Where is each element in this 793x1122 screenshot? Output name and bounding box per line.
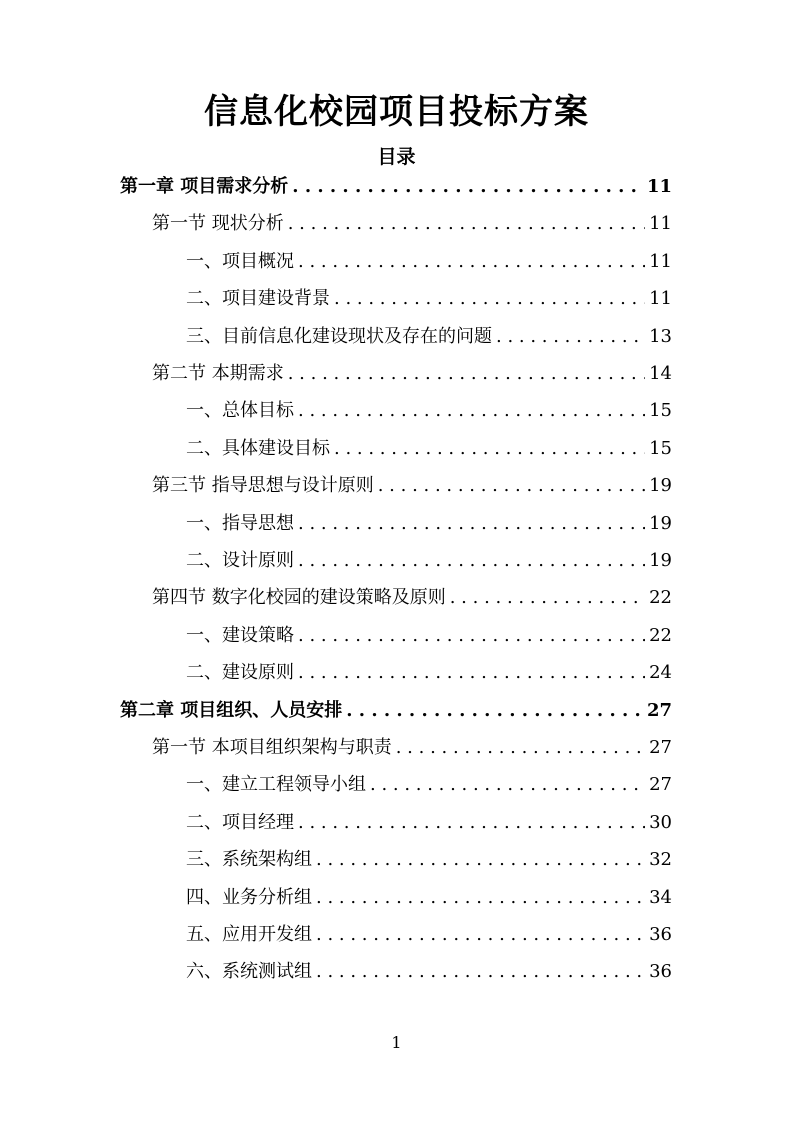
toc-dot-leader bbox=[298, 249, 645, 275]
toc-entry-label: 第二节 本期需求 bbox=[152, 363, 284, 384]
toc-entry-page-number: 27 bbox=[649, 774, 672, 796]
toc-dot-leader bbox=[298, 511, 645, 537]
toc-dot-leader bbox=[298, 623, 645, 649]
toc-entry-section[interactable] bbox=[152, 211, 672, 237]
toc-dot-leader bbox=[298, 398, 645, 424]
toc-entry-item[interactable] bbox=[186, 885, 672, 911]
toc-entry-label: 第三节 指导思想与设计原则 bbox=[152, 475, 374, 497]
toc-dot-leader bbox=[378, 473, 645, 499]
toc-dot-leader bbox=[334, 436, 645, 462]
document-title: 信息化校园项目投标方案 bbox=[204, 92, 589, 132]
toc-entry-item[interactable] bbox=[186, 959, 672, 985]
toc-dot-leader bbox=[370, 772, 645, 798]
toc-dot-leader bbox=[292, 174, 643, 200]
toc-entry-page-number: 19 bbox=[649, 512, 672, 534]
toc-dot-leader bbox=[316, 847, 645, 873]
toc-entry-item[interactable] bbox=[186, 660, 672, 686]
toc-entry-item[interactable] bbox=[186, 623, 672, 649]
toc-entry-item[interactable] bbox=[186, 286, 672, 312]
toc-dot-leader bbox=[450, 585, 645, 611]
toc-entry-label: 第一节 本项目组织架构与职责 bbox=[152, 737, 392, 758]
toc-entry-page-number: 13 bbox=[649, 325, 672, 347]
toc-entry-label: 二、具体建设目标 bbox=[186, 437, 330, 459]
toc-entry-label: 第二章 项目组织、人员安排 bbox=[120, 699, 343, 721]
toc-entry-label: 第四节 数字化校园的建设策略及原则 bbox=[152, 587, 446, 609]
toc-entry-page-number: 11 bbox=[649, 213, 672, 235]
toc-entry-page-number: 11 bbox=[646, 176, 672, 197]
page-number: 1 bbox=[391, 1033, 402, 1052]
toc-dot-leader bbox=[396, 735, 645, 761]
toc-entry-item[interactable] bbox=[186, 511, 672, 537]
toc-entry-item[interactable] bbox=[186, 548, 672, 574]
toc-entry-page-number: 32 bbox=[649, 849, 672, 871]
toc-entry-page-number: 22 bbox=[649, 587, 672, 609]
toc-entry-item[interactable] bbox=[186, 436, 672, 462]
toc-entry-page-number: 27 bbox=[646, 699, 672, 721]
toc-entry-page-number: 14 bbox=[649, 363, 672, 384]
toc-dot-leader bbox=[298, 810, 645, 836]
toc-entry-section[interactable] bbox=[152, 361, 672, 387]
toc-dot-leader bbox=[346, 698, 643, 724]
toc-entry-label: 一、总体目标 bbox=[186, 400, 294, 422]
toc-entry-page-number: 19 bbox=[649, 475, 672, 497]
toc-entry-item[interactable] bbox=[186, 324, 672, 350]
toc-dot-leader bbox=[298, 548, 645, 574]
toc-dot-leader bbox=[298, 660, 645, 686]
toc-entry-item[interactable] bbox=[186, 922, 672, 948]
toc-entry-page-number: 36 bbox=[649, 961, 672, 983]
toc-entry-label: 四、业务分析组 bbox=[186, 886, 312, 908]
toc-entry-label: 三、目前信息化建设现状及存在的问题 bbox=[186, 325, 492, 347]
toc-entry-label: 一、项目概况 bbox=[186, 250, 294, 272]
toc-dot-leader bbox=[316, 922, 645, 948]
toc-entry-page-number: 22 bbox=[649, 624, 672, 646]
toc-dot-leader bbox=[316, 959, 645, 985]
toc-entry-page-number: 34 bbox=[649, 886, 672, 908]
toc-entry-section[interactable] bbox=[152, 585, 672, 611]
toc-entry-label: 二、建设原则 bbox=[186, 662, 294, 684]
toc-entry-label: 二、设计原则 bbox=[186, 550, 294, 571]
toc-entry-item[interactable] bbox=[186, 847, 672, 873]
toc-entry-page-number: 11 bbox=[649, 288, 672, 310]
toc-entry-page-number: 15 bbox=[649, 437, 672, 459]
toc-entry-page-number: 24 bbox=[649, 662, 672, 684]
toc-entry-page-number: 15 bbox=[649, 400, 672, 422]
toc-entry-label: 第一章 项目需求分析 bbox=[120, 176, 289, 197]
toc-heading: 目录 bbox=[377, 146, 416, 168]
toc-entry-page-number: 27 bbox=[649, 737, 672, 758]
toc-entry-label: 六、系统测试组 bbox=[186, 961, 312, 983]
toc-entry-label: 二、项目建设背景 bbox=[186, 288, 330, 310]
toc-entry-label: 一、建设策略 bbox=[186, 624, 294, 646]
toc-entry-item[interactable] bbox=[186, 810, 672, 836]
toc-entry-item[interactable] bbox=[186, 398, 672, 424]
toc-entry-label: 一、建立工程领导小组 bbox=[186, 774, 366, 796]
toc-entry-page-number: 19 bbox=[649, 550, 672, 571]
toc-entry-label: 第一节 现状分析 bbox=[152, 213, 284, 235]
toc-entry-label: 五、应用开发组 bbox=[186, 924, 312, 945]
toc-entry-chapter[interactable] bbox=[120, 698, 672, 724]
toc-entry-page-number: 30 bbox=[649, 811, 672, 833]
toc-entry-label: 三、系统架构组 bbox=[186, 849, 312, 871]
toc-entry-item[interactable] bbox=[186, 249, 672, 275]
toc-dot-leader bbox=[288, 361, 645, 387]
toc-dot-leader bbox=[288, 211, 645, 237]
toc-entry-label: 二、项目经理 bbox=[186, 811, 294, 833]
toc-entry-section[interactable] bbox=[152, 735, 672, 761]
toc-entry-page-number: 11 bbox=[649, 250, 672, 272]
toc-entry-chapter[interactable] bbox=[120, 174, 672, 200]
toc-entry-section[interactable] bbox=[152, 473, 672, 499]
toc-entry-label: 一、指导思想 bbox=[186, 512, 294, 534]
toc-entry-page-number: 36 bbox=[649, 924, 672, 945]
toc-entry-item[interactable] bbox=[186, 772, 672, 798]
toc-dot-leader bbox=[334, 286, 645, 312]
toc-dot-leader bbox=[316, 885, 645, 911]
toc-dot-leader bbox=[496, 324, 645, 350]
